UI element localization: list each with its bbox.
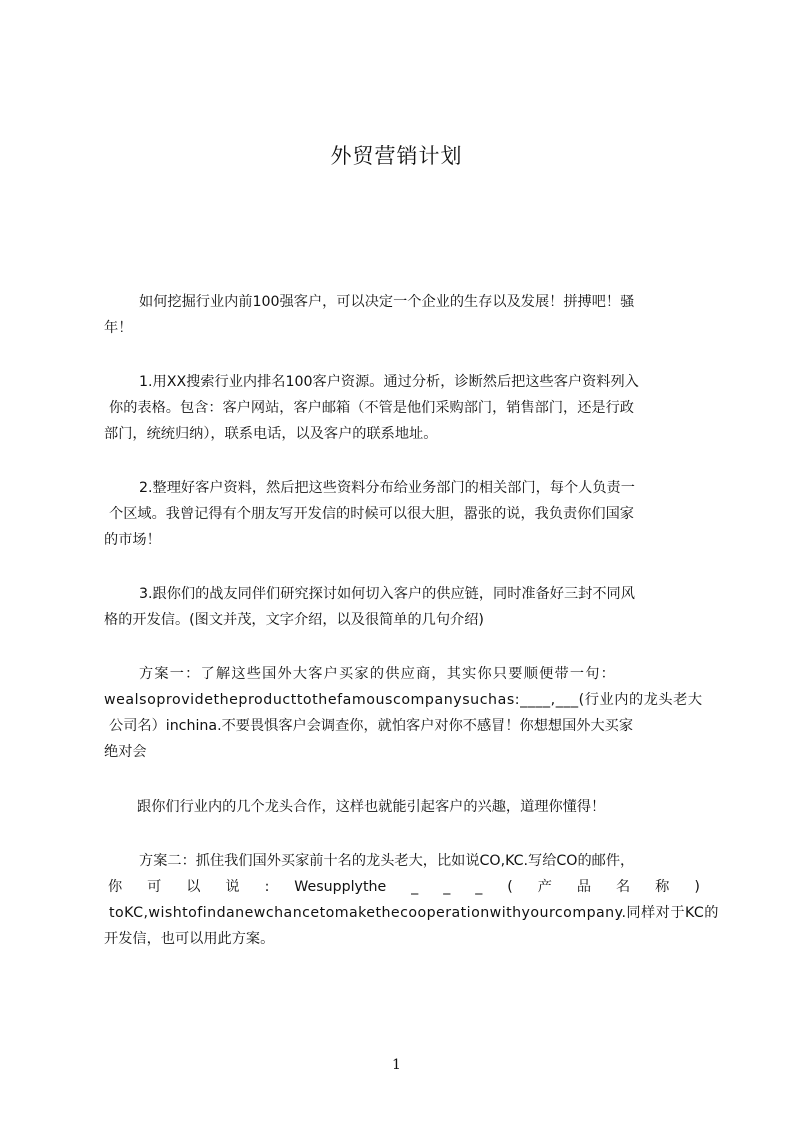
spaced-word: ) [694, 879, 700, 895]
plan1-line-4: 绝对会 [104, 744, 147, 760]
spaced-word: Wesupplythe [294, 879, 387, 895]
plan2-line-4: 开发信，也可以用此方案。 [104, 931, 275, 947]
plan1-line-3: 公司名）inchina.不要畏惧客户会调查你，就怕客户对你不感冒！你想想国外大买家 [109, 718, 634, 734]
intro-line-2: 年！ [104, 320, 133, 336]
document-title: 外贸营销计划 [330, 144, 463, 168]
plan2-spaced-line [108, 876, 700, 898]
page-number: 1 [392, 1057, 401, 1073]
spaced-word: _ [443, 879, 451, 895]
plan2-line-3: toKC,wishtofindanewchancetomakethecooperationwithyourcompany.同样对于KC的 [109, 905, 719, 921]
step1-line-3: 部门，统统归纳），联系电话，以及客户的联系地址。 [104, 426, 438, 442]
cooperation-line: 跟你们行业内的几个龙头合作，这样也就能引起客户的兴趣，道理你懂得！ [137, 799, 606, 815]
plan1-line-2: wealsoprovidetheproducttothefamouscompanysuchas:____,___(行业内的龙头老大 [104, 692, 703, 708]
step1-line-1: 1.用XX搜索行业内排名100客户资源。通过分析，诊断然后把这些客户资料列入 [139, 374, 639, 390]
step2-line-3: 的市场！ [104, 532, 161, 548]
spaced-word: _ [475, 879, 483, 895]
intro-line-1: 如何挖掘行业内前100强客户，可以决定一个企业的生存以及发展！拼搏吧！骚 [139, 294, 635, 310]
plan2-line-1: 方案二：抓住我们国外买家前十名的龙头老大，比如说CO,KC.写给CO的邮件， [139, 853, 635, 869]
spaced-word: : [264, 879, 270, 895]
spaced-word: 品 [576, 879, 592, 895]
step2-line-1: 2.整理好客户资料，然后把这些资料分布给业务部门的相关部门，每个人负责一 [139, 480, 635, 496]
step3-line-1: 3.跟你们的战友同伴们研究探讨如何切入客户的供应链，同时准备好三封不同风 [139, 586, 635, 602]
spaced-word: 称 [655, 879, 670, 895]
plan1-line-1: 方案一：了解这些国外大客户买家的供应商，其实你只要顺便带一句： [139, 666, 617, 682]
spaced-word: 产 [537, 879, 552, 895]
spaced-word: 说 [225, 879, 240, 895]
spaced-word: 你 [108, 879, 123, 895]
step3-line-2: 格的开发信。(图文并茂，文字介绍，以及很简单的几句介绍) [104, 612, 484, 628]
spaced-word: 以 [186, 879, 201, 895]
spaced-word: ( [507, 879, 513, 895]
spaced-word: _ [411, 879, 419, 895]
step2-line-2: 个区域。我曾记得有个朋友写开发信的时候可以很大胆，嚣张的说，我负责你们国家 [109, 506, 634, 522]
step1-line-2: 你的表格。包含：客户网站，客户邮箱（不管是他们采购部门，销售部门，还是行政 [109, 400, 634, 416]
spaced-word: 名 [616, 879, 631, 895]
spaced-word: 可 [147, 879, 162, 895]
